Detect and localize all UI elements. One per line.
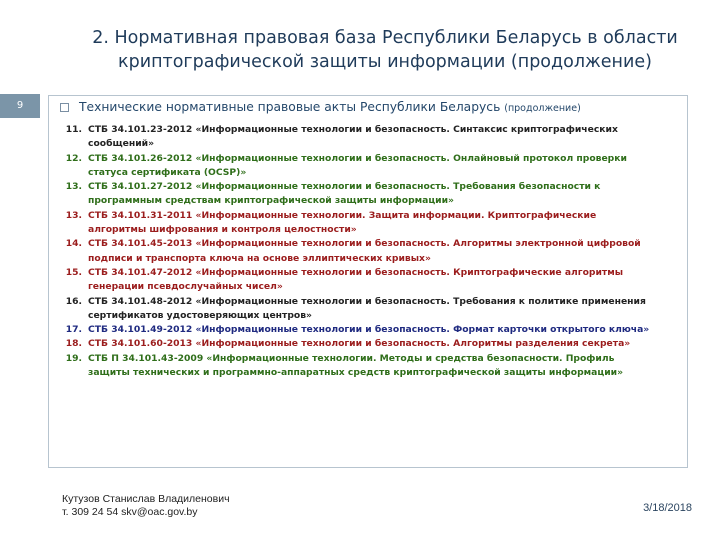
list-item-text	[88, 123, 698, 152]
list-item	[58, 152, 698, 181]
list-item-line: СТБ 34.101.47-2012 «Информационные технологии и безопасность. Криптографические алгоритмы	[88, 266, 624, 278]
list-item-number: 15.	[65, 266, 82, 278]
list-item-line: алгоритмы шифрования и контроля целостности»	[88, 224, 357, 236]
slide-title-line-2: криптографической защиты информации (продолжение)	[118, 52, 652, 72]
list-item-number: 13.	[65, 209, 82, 221]
list-item-text	[88, 180, 698, 209]
footer-contact: т. 309 24 54 skv@oac.gov.by	[62, 506, 198, 518]
list-item-line: программным средствам криптографической защиты информации»	[88, 195, 454, 207]
list-item-text	[88, 352, 698, 381]
list-item-line: СТБ П 34.101.43-2009 «Информационные технологии. Методы и средства безопасности. Профиль	[88, 352, 615, 364]
list-item	[58, 352, 698, 381]
list-item-number: 16.	[65, 295, 82, 307]
list-item-line: сообщений»	[88, 138, 155, 150]
footer-date: 3/18/2018	[643, 502, 692, 514]
section-heading	[60, 100, 700, 114]
list-item-text	[88, 266, 698, 295]
list-item-text	[88, 209, 698, 238]
list-item	[58, 237, 698, 266]
slide-title-line-1: 2. Нормативная правовая база Республики Беларусь в области	[92, 28, 678, 48]
list-item-number: 13.	[65, 181, 82, 193]
list-item-text	[88, 295, 698, 324]
list-item-text	[88, 152, 698, 181]
slide-number: 9	[0, 94, 40, 118]
list-item-number: 14.	[65, 238, 82, 250]
list-item-line: защиты технических и программно-аппаратных средств криптографической защиты информации»	[88, 367, 624, 379]
slide-title	[60, 26, 710, 74]
list-item-number: 19.	[65, 352, 82, 364]
standards-list	[58, 123, 698, 380]
list-item	[58, 180, 698, 209]
list-item-line: СТБ 34.101.27-2012 «Информационные технологии и безопасность. Требования безопасности к	[88, 181, 601, 193]
list-item-number: 11.	[65, 124, 82, 135]
list-item	[58, 295, 698, 324]
list-item	[58, 209, 698, 238]
list-item-text	[88, 337, 698, 351]
list-item-line: СТБ 34.101.23-2012 «Информационные технологии и безопасность. Синтаксис криптографических	[88, 124, 618, 135]
bullet-square-icon	[60, 103, 69, 112]
list-item	[58, 323, 698, 337]
footer-author: Кутузов Станислав Владиленович	[62, 493, 230, 505]
list-item-line: СТБ 34.101.48-2012 «Информационные технологии и безопасность. Требования к политике применения	[88, 295, 646, 307]
list-item-line: СТБ 34.101.31-2011 «Информационные технологии. Защита информации. Криптографические	[88, 209, 597, 221]
list-item-line: СТБ 34.101.60-2013 «Информационные технологии и безопасность. Алгоритмы разделения секрета»	[88, 338, 631, 350]
list-item-number: 18.	[65, 338, 82, 350]
list-item	[58, 266, 698, 295]
list-item-line: статуса сертификата (OCSP)»	[88, 166, 247, 178]
list-item-line: СТБ 34.101.26-2012 «Информационные технологии и безопасность. Онлайновый протокол проверки	[88, 152, 627, 164]
list-item-line: СТБ 34.101.45-2013 «Информационные технологии и безопасность. Алгоритмы электронной цифровой	[88, 238, 641, 250]
list-item	[58, 123, 698, 152]
list-item-line: СТБ 34.101.49-2012 «Информационные технологии и безопасность. Формат карточки открытого ключа»	[88, 324, 650, 336]
list-item-line: подписи и транспорта ключа на основе эллиптических кривых»	[88, 252, 431, 264]
footer-author-block	[62, 493, 230, 519]
list-item-line: генерации псевдослучайных чисел»	[88, 281, 283, 293]
section-heading-text: Технические нормативные правовые акты Республики Беларусь	[79, 100, 501, 114]
list-item	[58, 337, 698, 351]
list-item-number: 12.	[65, 152, 82, 164]
list-item-text	[88, 237, 698, 266]
list-item-line: сертификатов удостоверяющих центров»	[88, 309, 312, 321]
list-item-number: 17.	[65, 324, 82, 336]
section-heading-suffix: (продолжение)	[504, 103, 581, 114]
list-item-text	[88, 323, 698, 337]
